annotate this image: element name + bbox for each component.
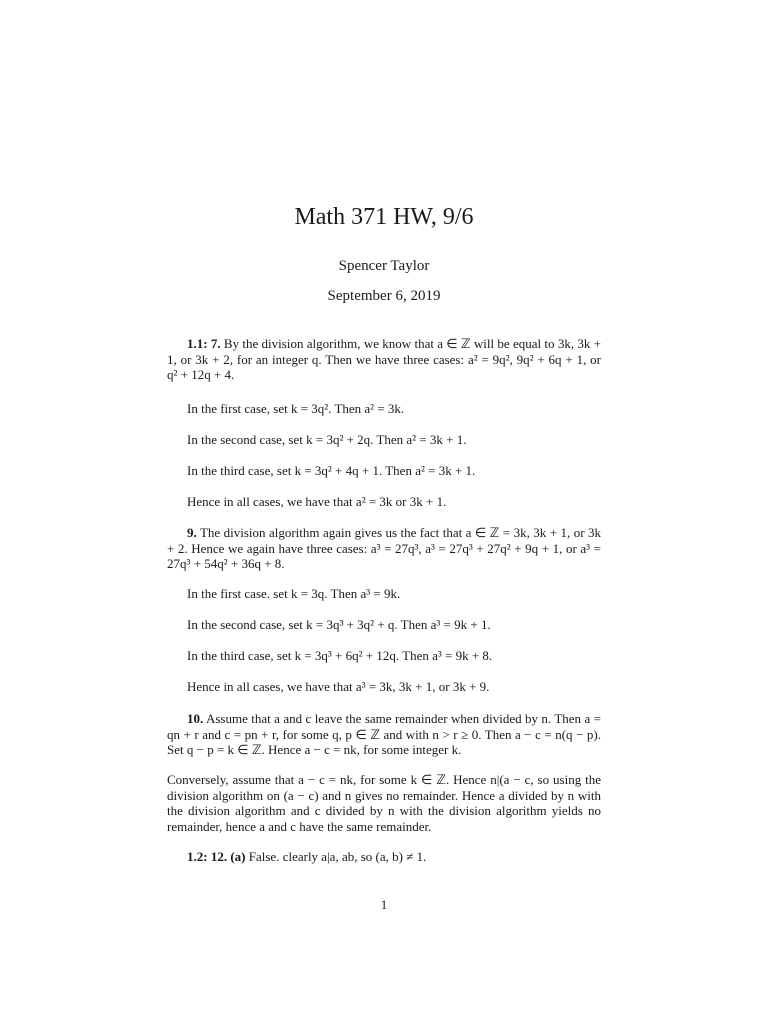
- paragraph-text: The division algorithm again gives us the fact that a ∈ ℤ = 3k, 3k + 1, or 3k + 2. Hence we again have three cases: a³ = 27q³, a³ = 27q³ + 27q² + 9q + 1, or a³ = 27q³ + 54q² + 36q + 8.: [167, 525, 605, 571]
- case-line: In the third case, set k = 3q³ + 6q² + 12q. Then a³ = 9k + 8.: [187, 648, 493, 663]
- document-date: September 6, 2019: [327, 288, 441, 304]
- document-title: Math 371 HW, 9/6: [294, 204, 474, 230]
- conclusion-line: Hence in all cases, we have that a³ = 3k, 3k + 1, or 3k + 9.: [187, 679, 490, 694]
- paragraph-9: [167, 525, 605, 572]
- case-line: In the second case, set k = 3q³ + 3q² + q. Then a³ = 9k + 1.: [187, 617, 491, 632]
- conclusion-line: Hence in all cases, we have that a² = 3k or 3k + 1.: [187, 494, 447, 509]
- problem-label: 1.2: 12. (a): [187, 849, 246, 864]
- paragraph-text: By the division algorithm, we know that a ∈ ℤ will be equal to 3k, 3k + 1, or 3k + 2, for an integer q. Then we have three cases: a² = 9q², 9q² + 6q + 1, or q² + 12q + 4.: [167, 336, 605, 382]
- paragraph-1-2-12: [167, 849, 601, 865]
- case-line: In the third case, set k = 3q² + 4q + 1. Then a² = 3k + 1.: [187, 463, 476, 478]
- case-line: In the first case. set k = 3q. Then a³ = 9k.: [187, 586, 401, 601]
- problem-label: 10.: [187, 711, 204, 726]
- case-line: In the first case, set k = 3q². Then a² = 3k.: [187, 401, 405, 416]
- paragraph-text: False. clearly a|a, ab, so (a, b) ≠ 1.: [248, 849, 427, 864]
- paragraph-converse: Conversely, assume that a − c = nk, for some k ∈ ℤ. Hence n|(a − c, so using the division algorithm on (a − c) and n gives no remainder. Hence a divided by n with the division algorithm and c divided by n with the division algorithm yields no remainder, hence a and c have the same remainder.: [167, 772, 601, 834]
- paragraph-text: Assume that a and c leave the same remainder when divided by n. Then a = qn + r and c = pn + r, for some q, p ∈ ℤ and with n > r ≥ 0. Then a − c = n(q − p). Set q − p = k ∈ ℤ. Hence a − c = nk, for some integer k.: [167, 711, 605, 757]
- paragraph-10: [167, 711, 605, 758]
- problem-label: 9.: [187, 525, 197, 540]
- document-author: Spencer Taylor: [338, 258, 430, 274]
- page-number: 1: [380, 897, 388, 912]
- case-line: In the second case, set k = 3q² + 2q. Then a² = 3k + 1.: [187, 432, 467, 447]
- paragraph-1-1-7: [167, 336, 605, 383]
- problem-label: 1.1: 7.: [187, 336, 221, 351]
